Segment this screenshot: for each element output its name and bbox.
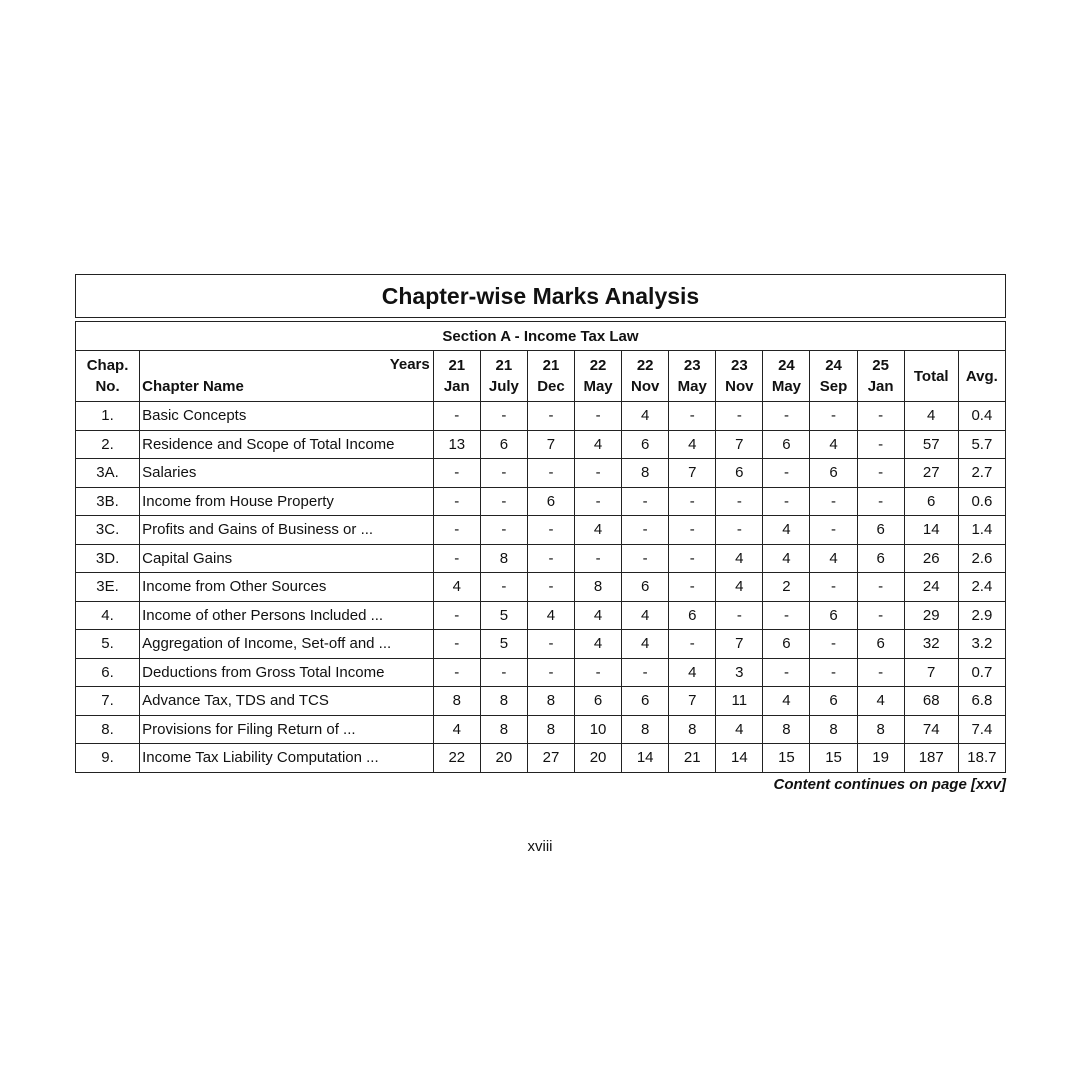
chapter-name: Provisions for Filing Return of ...	[140, 715, 434, 744]
table-row	[76, 430, 1006, 459]
chapter-number: 9.	[76, 744, 140, 773]
marks-cell: -	[810, 402, 857, 431]
marks-cell: -	[763, 601, 810, 630]
table-row	[76, 459, 1006, 488]
page-number: xviii	[527, 838, 553, 855]
avg-cell: 18.7	[958, 744, 1005, 773]
marks-cell: 6	[575, 687, 622, 716]
marks-cell: -	[716, 601, 763, 630]
marks-cell: 6	[527, 487, 574, 516]
marks-cell: -	[480, 658, 527, 687]
marks-cell: 14	[622, 744, 669, 773]
marks-cell: 4	[575, 516, 622, 545]
marks-cell: 8	[575, 573, 622, 602]
marks-cell: -	[763, 459, 810, 488]
total-cell: 57	[904, 430, 958, 459]
total-cell: 187	[904, 744, 958, 773]
marks-cell: 20	[575, 744, 622, 773]
marks-cell: 4	[669, 658, 716, 687]
exam-header: 25 Jan	[857, 351, 904, 402]
marks-cell: -	[763, 658, 810, 687]
chapter-number: 8.	[76, 715, 140, 744]
marks-cell: -	[763, 487, 810, 516]
marks-cell: -	[433, 487, 480, 516]
marks-cell: 4	[763, 687, 810, 716]
marks-cell: -	[716, 402, 763, 431]
marks-cell: 8	[527, 715, 574, 744]
marks-cell: 4	[622, 402, 669, 431]
chapter-number: 3C.	[76, 516, 140, 545]
chapter-name: Residence and Scope of Total Income	[140, 430, 434, 459]
marks-cell: 7	[716, 430, 763, 459]
marks-cell: 20	[480, 744, 527, 773]
marks-cell: 4	[763, 544, 810, 573]
marks-cell: -	[669, 544, 716, 573]
marks-cell: 4	[857, 687, 904, 716]
marks-cell: 4	[575, 601, 622, 630]
marks-cell: -	[763, 402, 810, 431]
avg-cell: 0.4	[958, 402, 1005, 431]
marks-cell: 4	[527, 601, 574, 630]
marks-cell: 4	[763, 516, 810, 545]
chapter-number: 3B.	[76, 487, 140, 516]
marks-cell: 6	[622, 430, 669, 459]
chapter-number: 4.	[76, 601, 140, 630]
marks-cell: 6	[810, 459, 857, 488]
marks-cell: -	[433, 658, 480, 687]
total-cell: 32	[904, 630, 958, 659]
section-header-row	[76, 322, 1006, 351]
table-row	[76, 601, 1006, 630]
chapter-name: Income from House Property	[140, 487, 434, 516]
marks-cell: 15	[810, 744, 857, 773]
marks-cell: 4	[622, 630, 669, 659]
marks-cell: 22	[433, 744, 480, 773]
marks-cell: -	[810, 573, 857, 602]
marks-cell: 6	[622, 573, 669, 602]
table-row	[76, 573, 1006, 602]
marks-cell: 6	[857, 630, 904, 659]
marks-cell: -	[575, 402, 622, 431]
total-cell: 24	[904, 573, 958, 602]
avg-cell: 6.8	[958, 687, 1005, 716]
avg-cell: 3.2	[958, 630, 1005, 659]
years-label: Years	[389, 356, 430, 373]
marks-cell: 7	[527, 430, 574, 459]
marks-cell: 7	[669, 459, 716, 488]
marks-cell: -	[480, 573, 527, 602]
exam-header: 23 May	[669, 351, 716, 402]
marks-cell: -	[622, 516, 669, 545]
marks-cell: -	[857, 601, 904, 630]
chapter-name: Basic Concepts	[140, 402, 434, 431]
marks-cell: -	[575, 459, 622, 488]
marks-cell: -	[433, 516, 480, 545]
total-cell: 6	[904, 487, 958, 516]
marks-cell: -	[527, 630, 574, 659]
chapter-name: Profits and Gains of Business or ...	[140, 516, 434, 545]
marks-cell: -	[669, 516, 716, 545]
chapter-name-header	[140, 351, 434, 402]
marks-cell: 8	[433, 687, 480, 716]
marks-cell: 6	[622, 687, 669, 716]
marks-cell: 4	[433, 573, 480, 602]
marks-cell: 8	[527, 687, 574, 716]
marks-cell: 8	[763, 715, 810, 744]
marks-cell: -	[527, 658, 574, 687]
total-cell: 26	[904, 544, 958, 573]
marks-cell: -	[527, 516, 574, 545]
table-row	[76, 630, 1006, 659]
marks-cell: -	[480, 459, 527, 488]
page-title: Chapter-wise Marks Analysis	[75, 274, 1006, 318]
marks-cell: -	[669, 402, 716, 431]
marks-cell: -	[527, 544, 574, 573]
marks-cell: -	[857, 573, 904, 602]
avg-cell: 2.9	[958, 601, 1005, 630]
marks-cell: 13	[433, 430, 480, 459]
chapter-name: Income of other Persons Included ...	[140, 601, 434, 630]
total-header: Total	[904, 351, 958, 402]
marks-cell: 4	[716, 573, 763, 602]
marks-cell: -	[575, 658, 622, 687]
marks-cell: 4	[575, 630, 622, 659]
avg-cell: 2.7	[958, 459, 1005, 488]
chapter-number: 3D.	[76, 544, 140, 573]
total-cell: 4	[904, 402, 958, 431]
exam-header: 21 Jan	[433, 351, 480, 402]
table-row	[76, 658, 1006, 687]
chapter-name: Capital Gains	[140, 544, 434, 573]
marks-cell: -	[433, 630, 480, 659]
marks-cell: -	[669, 630, 716, 659]
table-row	[76, 516, 1006, 545]
marks-cell: 6	[857, 516, 904, 545]
table-row	[76, 715, 1006, 744]
chapter-number: 3A.	[76, 459, 140, 488]
marks-cell: 8	[622, 715, 669, 744]
marks-cell: -	[433, 402, 480, 431]
marks-cell: -	[575, 487, 622, 516]
marks-cell: 14	[716, 744, 763, 773]
avg-cell: 5.7	[958, 430, 1005, 459]
chapter-name: Aggregation of Income, Set-off and ...	[140, 630, 434, 659]
marks-cell: -	[527, 459, 574, 488]
total-cell: 27	[904, 459, 958, 488]
marks-cell: 3	[716, 658, 763, 687]
marks-cell: 6	[669, 601, 716, 630]
chapter-number: 5.	[76, 630, 140, 659]
chapter-number: 1.	[76, 402, 140, 431]
marks-cell: -	[480, 402, 527, 431]
marks-cell: -	[575, 544, 622, 573]
total-cell: 74	[904, 715, 958, 744]
section-title: Section A - Income Tax Law	[76, 322, 1006, 351]
chapter-number: 6.	[76, 658, 140, 687]
exam-header: 21 Dec	[527, 351, 574, 402]
marks-cell: -	[669, 487, 716, 516]
chapter-number: 7.	[76, 687, 140, 716]
marks-cell: -	[433, 601, 480, 630]
table-row	[76, 687, 1006, 716]
avg-cell: 2.4	[958, 573, 1005, 602]
marks-cell: 8	[857, 715, 904, 744]
marks-cell: 4	[810, 430, 857, 459]
marks-cell: -	[716, 516, 763, 545]
marks-cell: 21	[669, 744, 716, 773]
exam-header: 21 July	[480, 351, 527, 402]
exam-header: 24 May	[763, 351, 810, 402]
total-cell: 68	[904, 687, 958, 716]
avg-cell: 7.4	[958, 715, 1005, 744]
marks-cell: -	[810, 630, 857, 659]
avg-cell: 0.6	[958, 487, 1005, 516]
exam-header: 23 Nov	[716, 351, 763, 402]
marks-cell: 5	[480, 630, 527, 659]
marks-cell: 4	[716, 544, 763, 573]
marks-cell: 8	[622, 459, 669, 488]
marks-cell: 6	[810, 687, 857, 716]
marks-cell: 5	[480, 601, 527, 630]
continues-note: Content continues on page [xxv]	[773, 775, 1006, 793]
marks-cell: -	[527, 402, 574, 431]
marks-cell: 11	[716, 687, 763, 716]
marks-cell: -	[857, 402, 904, 431]
table-row	[76, 544, 1006, 573]
marks-cell: 6	[763, 630, 810, 659]
chapter-name: Salaries	[140, 459, 434, 488]
marks-cell: 4	[622, 601, 669, 630]
marks-cell: 19	[857, 744, 904, 773]
marks-cell: -	[810, 487, 857, 516]
marks-cell: 8	[480, 715, 527, 744]
table-row	[76, 744, 1006, 773]
marks-cell: 7	[716, 630, 763, 659]
marks-cell: -	[810, 516, 857, 545]
exam-header: 22 Nov	[622, 351, 669, 402]
marks-analysis-sheet	[75, 274, 1006, 793]
chapter-name: Deductions from Gross Total Income	[140, 658, 434, 687]
marks-cell: 6	[716, 459, 763, 488]
marks-cell: -	[433, 459, 480, 488]
marks-cell: -	[857, 487, 904, 516]
marks-cell: 10	[575, 715, 622, 744]
table-row	[76, 487, 1006, 516]
marks-cell: -	[810, 658, 857, 687]
marks-cell: -	[857, 658, 904, 687]
chapter-name-label: Chapter Name	[142, 378, 244, 395]
marks-cell: 4	[575, 430, 622, 459]
marks-table	[75, 321, 1006, 773]
marks-cell: 6	[810, 601, 857, 630]
chapter-number: 2.	[76, 430, 140, 459]
avg-cell: 1.4	[958, 516, 1005, 545]
marks-cell: -	[716, 487, 763, 516]
column-header-row	[76, 351, 1006, 402]
marks-cell: -	[480, 516, 527, 545]
chapter-number: 3E.	[76, 573, 140, 602]
marks-cell: 6	[857, 544, 904, 573]
marks-cell: -	[669, 573, 716, 602]
chapter-name: Income from Other Sources	[140, 573, 434, 602]
marks-cell: -	[622, 544, 669, 573]
marks-cell: 4	[433, 715, 480, 744]
marks-cell: -	[480, 487, 527, 516]
avg-cell: 0.7	[958, 658, 1005, 687]
total-cell: 14	[904, 516, 958, 545]
avg-header: Avg.	[958, 351, 1005, 402]
marks-cell: -	[527, 573, 574, 602]
marks-cell: -	[622, 487, 669, 516]
marks-cell: 4	[810, 544, 857, 573]
marks-cell: -	[433, 544, 480, 573]
marks-cell: 4	[716, 715, 763, 744]
marks-cell: 2	[763, 573, 810, 602]
marks-cell: 27	[527, 744, 574, 773]
chapter-name: Income Tax Liability Computation ...	[140, 744, 434, 773]
marks-cell: 15	[763, 744, 810, 773]
marks-cell: 7	[669, 687, 716, 716]
chap-no-header: Chap. No.	[76, 351, 140, 402]
marks-cell: 8	[669, 715, 716, 744]
marks-cell: -	[622, 658, 669, 687]
chapter-name: Advance Tax, TDS and TCS	[140, 687, 434, 716]
marks-cell: 6	[480, 430, 527, 459]
marks-cell: 6	[763, 430, 810, 459]
table-body	[76, 402, 1006, 773]
marks-cell: 8	[810, 715, 857, 744]
marks-cell: -	[857, 459, 904, 488]
table-row	[76, 402, 1006, 431]
exam-header: 24 Sep	[810, 351, 857, 402]
marks-cell: 8	[480, 544, 527, 573]
marks-cell: -	[857, 430, 904, 459]
avg-cell: 2.6	[958, 544, 1005, 573]
exam-header: 22 May	[575, 351, 622, 402]
marks-cell: 4	[669, 430, 716, 459]
total-cell: 29	[904, 601, 958, 630]
total-cell: 7	[904, 658, 958, 687]
marks-cell: 8	[480, 687, 527, 716]
